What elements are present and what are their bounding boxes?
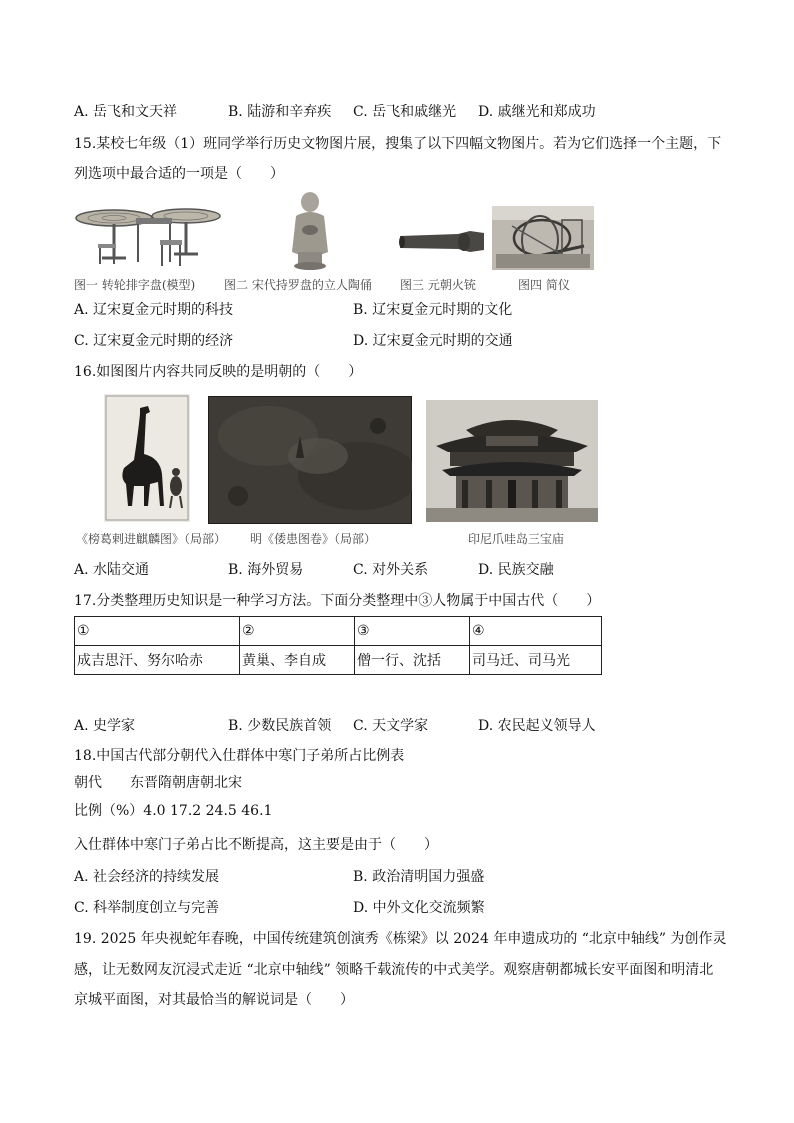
compass-figurine-image: [284, 190, 336, 272]
table-row: [75, 646, 602, 675]
q17-stem: 17.分类整理历史知识是一种学习方法。下面分类整理中③人物属于中国古代（ ）: [74, 593, 601, 609]
table-cell-3: 僧一行、沈括: [355, 646, 470, 675]
table-header-2: ②: [240, 617, 355, 646]
q16-option-c[interactable]: C. 对外关系: [353, 562, 429, 578]
q18-option-c[interactable]: C. 科举制度创立与完善: [74, 900, 220, 916]
q15-stem-line1: 15.某校七年级（1）班同学举行历史文物图片展，搜集了以下四幅文物图片。若为它们选择一个主题，下: [74, 136, 722, 152]
q14-option-b[interactable]: B. 陆游和辛弃疾: [228, 104, 332, 120]
q15-option-c[interactable]: C. 辽宋夏金元时期的经济: [74, 333, 234, 349]
table-cell-1: 成吉思汗、努尔哈赤: [75, 646, 240, 675]
q18-dynasty-row: 朝代 东晋隋朝唐朝北宋: [74, 775, 242, 791]
q17-option-d[interactable]: D. 农民起义领导人: [478, 718, 596, 734]
table-cell-2: 黄巢、李自成: [240, 646, 355, 675]
q18-option-d[interactable]: D. 中外文化交流频繁: [353, 900, 485, 916]
japanese-pirates-scroll-image: [208, 396, 412, 524]
q16-caption-3: 印尼爪哇岛三宝庙: [468, 532, 565, 546]
q14-option-c[interactable]: C. 岳飞和戚继光: [353, 104, 457, 120]
q16-caption-2: 明《倭患图卷》（局部）: [250, 532, 377, 546]
q17-option-b[interactable]: B. 少数民族首领: [228, 718, 332, 734]
q18-ratio-row: 比例（%）4.0 17.2 24.5 46.1: [74, 803, 273, 819]
q14-option-d[interactable]: D. 戚继光和郑成功: [478, 104, 596, 120]
q15-caption-2: 图二 宋代持罗盘的立人陶俑: [224, 278, 372, 292]
table-header-row: [75, 617, 602, 646]
q15-caption-1: 图一 转轮排字盘(模型): [74, 278, 196, 292]
q15-option-a[interactable]: A. 辽宋夏金元时期的科技: [74, 302, 234, 318]
q19-stem-line3: 京城平面图，对其最恰当的解说词是（ ）: [74, 992, 354, 1008]
table-header-1: ①: [75, 617, 240, 646]
q16-option-d[interactable]: D. 民族交融: [478, 562, 554, 578]
q18-question: 入仕群体中寒门子弟占比不断提高，这主要是由于（ ）: [74, 837, 438, 853]
q17-option-c[interactable]: C. 天文学家: [353, 718, 429, 734]
armillary-image: [492, 206, 594, 270]
q18-option-b[interactable]: B. 政治清明国力强盛: [353, 869, 485, 885]
sam-po-kong-temple-image: [426, 400, 598, 522]
q15-caption-3: 图三 元朝火铳: [400, 278, 476, 292]
classification-table: [74, 616, 602, 675]
table-header-4: ④: [470, 617, 602, 646]
q19-stem-line2: 感，让无数网友沉浸式走近 “北京中轴线” 领略千载流传的中式美学。观察唐朝都城长安平面图和明清北: [74, 962, 714, 978]
q16-caption-1: 《榜葛剌进麒麟图》（局部）: [76, 532, 227, 546]
q19-stem-line1: 19. 2025 年央视蛇年春晚，中国传统建筑创演秀《栋梁》以 2024 年申遗成功的 “北京中轴线” 为创作灵: [74, 931, 727, 947]
q14-option-a[interactable]: A. 岳飞和文天祥: [74, 104, 178, 120]
q16-stem: 16.如图图片内容共同反映的是明朝的（ ）: [74, 364, 363, 380]
type-tray-image: [74, 204, 226, 274]
table-header-3: ③: [355, 617, 470, 646]
q18-option-a[interactable]: A. 社会经济的持续发展: [74, 869, 220, 885]
q16-option-a[interactable]: A. 水陆交通: [74, 562, 150, 578]
q17-option-a[interactable]: A. 史学家: [74, 718, 136, 734]
q15-option-d[interactable]: D. 辽宋夏金元时期的交通: [353, 333, 513, 349]
q16-option-b[interactable]: B. 海外贸易: [228, 562, 304, 578]
giraffe-painting-image: [104, 394, 190, 522]
q15-caption-4: 图四 简仪: [518, 278, 570, 292]
q15-stem-line2: 列选项中最合适的一项是（ ）: [74, 166, 284, 182]
fire-lance-image: [398, 228, 486, 256]
q18-stem: 18.中国古代部分朝代入仕群体中寒门子弟所占比例表: [74, 748, 405, 764]
q15-option-b[interactable]: B. 辽宋夏金元时期的文化: [353, 302, 513, 318]
table-cell-4: 司马迁、司马光: [470, 646, 602, 675]
